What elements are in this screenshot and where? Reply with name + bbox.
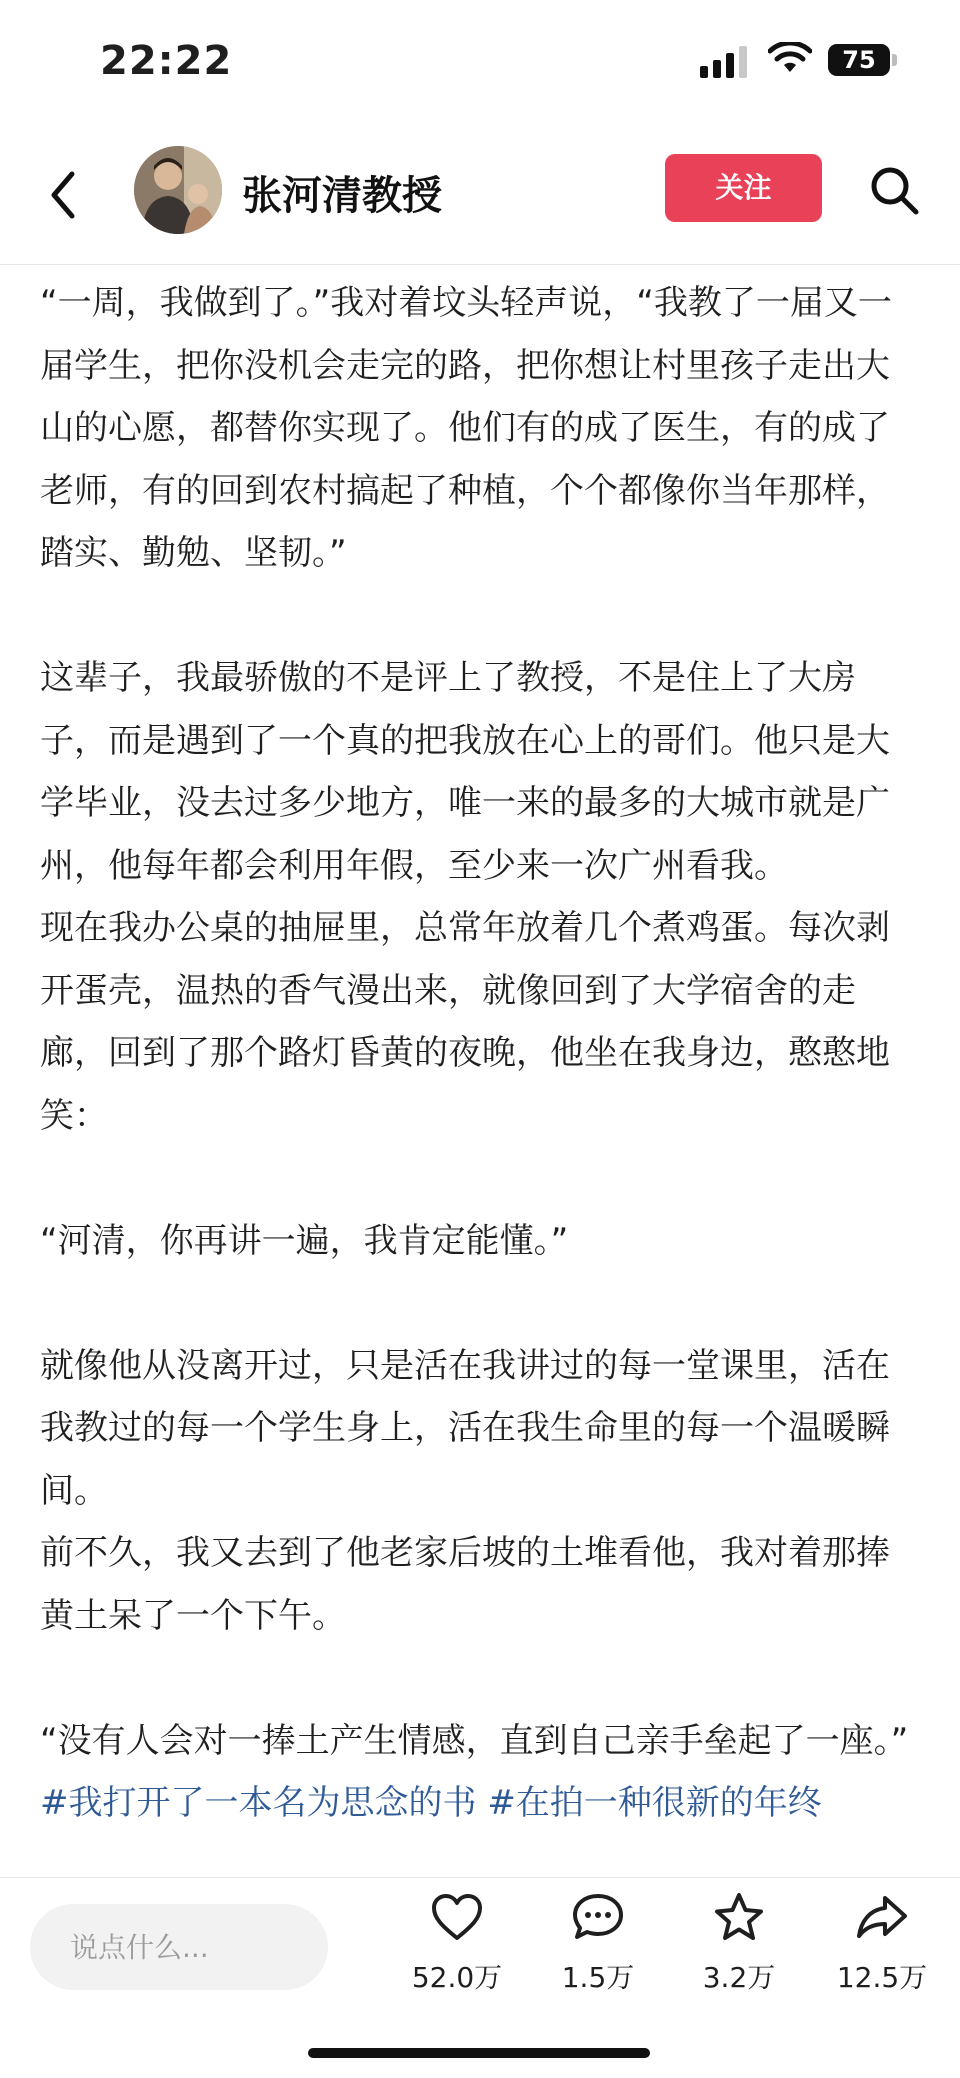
paragraph-spacer — [40, 1272, 920, 1335]
author-name[interactable]: 张河清教授 — [242, 173, 442, 219]
comment-input[interactable] — [30, 1904, 328, 1990]
paragraph-spacer — [40, 1147, 920, 1210]
share-count: 12.5万 — [836, 1961, 928, 1994]
avatar-image — [134, 146, 222, 234]
search-icon[interactable] — [866, 162, 922, 218]
favorite-button[interactable] — [679, 1892, 799, 1996]
paragraph: “没有人会对一捧土产生情感，直到自己亲手垒起了一座。” — [40, 1720, 909, 1761]
paragraph: 前不久，我又去到了他老家后坡的土堆看他，我对着那捧黄土呆了一个下午。 — [40, 1533, 890, 1636]
battery-level: 75 — [828, 44, 890, 76]
comment-count: 1.5万 — [561, 1961, 635, 1994]
home-indicator[interactable] — [308, 2048, 650, 2058]
comment-bubble-icon — [571, 1892, 625, 1942]
paragraph: 就像他从没离开过，只是活在我讲过的每一堂课里，活在我教过的每一个学生身上，活在我生命里的每一个温暖瞬间。 — [40, 1345, 890, 1511]
post-header — [0, 140, 960, 260]
like-count: 52.0万 — [411, 1961, 503, 1994]
paragraph-spacer — [40, 585, 920, 648]
paragraph-spacer — [40, 1647, 920, 1710]
status-time: 22:22 — [100, 38, 233, 84]
star-icon — [712, 1892, 766, 1942]
share-button[interactable] — [822, 1892, 942, 1996]
avatar[interactable] — [134, 146, 222, 234]
status-bar — [0, 0, 960, 120]
chevron-left-icon[interactable] — [40, 160, 90, 230]
battery-tip — [892, 54, 897, 66]
bottom-divider — [0, 1877, 960, 1878]
heart-icon — [430, 1892, 484, 1942]
share-arrow-icon — [855, 1892, 909, 1942]
paragraph: “一周，我做到了。”我对着坟头轻声说，“我教了一届又一届学生，把你没机会走完的路，把你想让村里孩子走出大山的心愿，都替你实现了。他们有的成了医生，有的成了老师，有的回到农村搞起了种植，个个都像你当年那样，踏实、勤勉、坚韧。” — [40, 283, 892, 573]
hashtag-line — [40, 1772, 920, 1835]
post-body — [40, 272, 920, 1835]
header-divider — [0, 264, 960, 265]
paragraph: 这辈子，我最骄傲的不是评上了教授，不是住上了大房子，而是遇到了一个真的把我放在心上的哥们。他只是大学毕业，没去过多少地方，唯一来的最多的大城市就是广州，他每年都会利用年假，至少来一次广州看我。 — [40, 658, 890, 886]
like-button[interactable] — [397, 1892, 517, 1996]
hashtag-link[interactable]: #在拍一种很新的年终 — [487, 1783, 822, 1823]
paragraph: 现在我办公桌的抽屉里，总常年放着几个煮鸡蛋。每次剥开蛋壳，温热的香气漫出来，就像回到了大学宿舍的走廊，回到了那个路灯昏黄的夜晚，他坐在我身边，憨憨地笑： — [40, 908, 890, 1136]
follow-button[interactable]: 关注 — [665, 154, 822, 222]
favorite-count: 3.2万 — [702, 1961, 776, 1994]
cellular-signal-icon — [700, 46, 748, 78]
wifi-icon — [768, 42, 812, 76]
hashtag-link[interactable]: #我打开了一本名为思念的书 — [40, 1783, 477, 1823]
comment-button[interactable] — [538, 1892, 658, 1996]
paragraph: “河清，你再讲一遍，我肯定能懂。” — [40, 1220, 569, 1261]
